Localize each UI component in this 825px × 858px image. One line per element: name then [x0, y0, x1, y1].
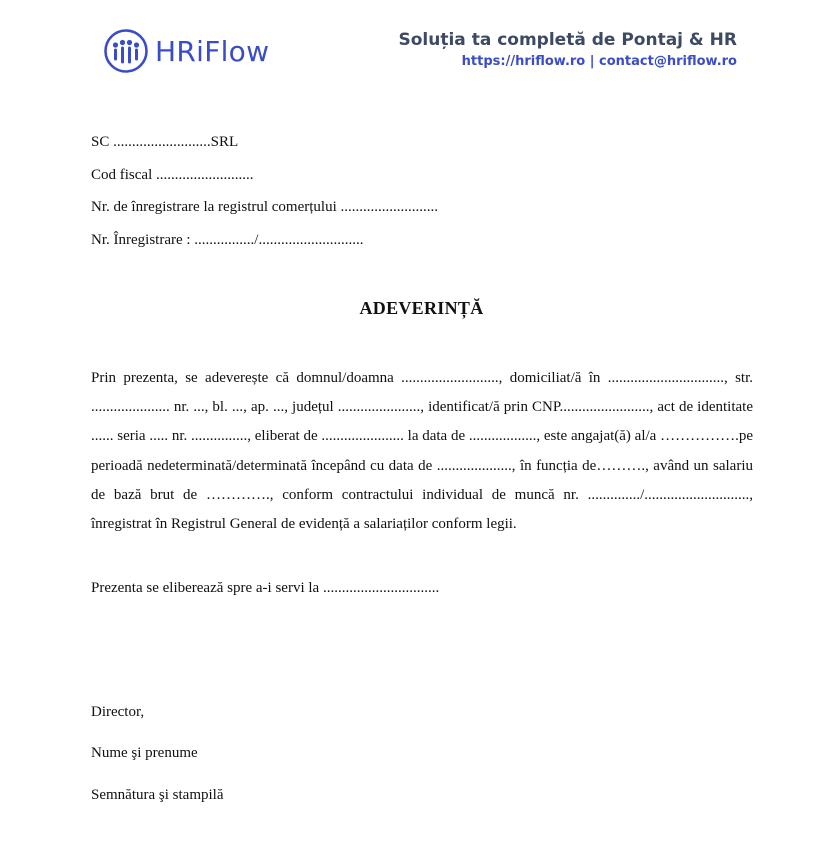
document-header — [0, 0, 825, 90]
logo-text: HRiFlow — [155, 34, 270, 68]
contact-links[interactable]: https://hriflow.ro | contact@hriflow.ro — [461, 54, 737, 69]
signature-role: Director, — [91, 704, 145, 720]
document-title: ADEVERINȚĂ — [359, 298, 484, 318]
registration-number-line: Nr. Înregistrare : ................/............................ — [91, 231, 364, 248]
signature-name: Nume şi prenume — [91, 745, 198, 761]
company-details — [91, 132, 438, 262]
company-name-line: SC ..........................SRL — [91, 134, 239, 150]
signature-stamp: Semnătura şi stampilă — [91, 787, 224, 803]
tagline: Soluția ta completă de Pontaj & HR — [398, 30, 737, 50]
trade-register-line: Nr. de înregistrare la registrul comerțului .......................... — [91, 199, 438, 215]
certificate-body: Prin prezenta, se adeverește că domnul/doamna .........................., domiciliat/ă în ..............................., str. ..................... nr. ..., bl. ..., ap. ..., județul ......................, identificat/ă prin CNP........................, act de identitate ...... seria ..... nr. ..............., eliberat de ...................... la data de .................., este angajat(ă) al/a …………….pe perioadă nedeterminată/determinată începând cu data de ...................., în funcția de………., având un salariu de bază brut de …………., conform contractului individual de muncă nr. ............../............................, înregistrat în Registrul General de evidență a salariaților conform legii. — [91, 370, 753, 533]
fiscal-code-line: Cod fiscal .......................... — [91, 166, 254, 183]
header-tagline-block — [399, 30, 738, 69]
hriflow-logo — [103, 28, 269, 74]
people-circle-icon — [103, 28, 149, 74]
purpose-line: Prezenta se eliberează spre a-i servi la ............................... — [91, 580, 440, 596]
